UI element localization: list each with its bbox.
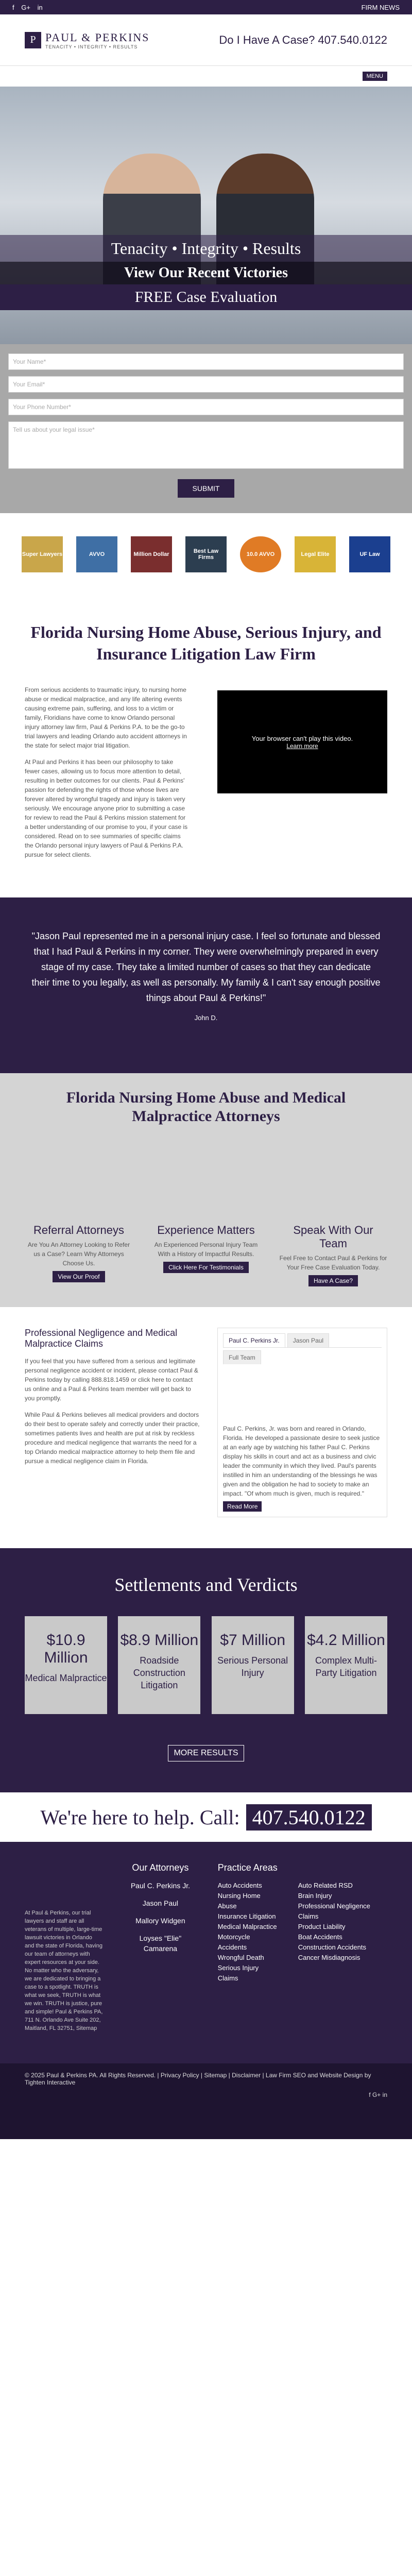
help-phone-link[interactable]: 407.540.0122 (246, 1804, 372, 1831)
tab-full-team[interactable]: Full Team (223, 1350, 261, 1364)
practice-link[interactable]: Serious Injury Claims (217, 1964, 259, 1982)
intro-paragraph-2: At Paul and Perkins it has been our philosophy to take fewer cases, allowing us to focus more attention to detail, resulting in better outcomes for our clients. Paul & Perkins' passion for defending the rights of those whose lives are forever altered by wrongful tragedy and injury is taken very seriously. We encourage anyone prior to submitting a case for review to read the Paul & Perkins mission statement for a better understanding of our promise to you, if your case is considered. Read on to see summaries of specific claims the Orlando personal injury lawyers of Paul & Perkins P.A. pursue for select clients. (25, 758, 188, 858)
practice-link[interactable]: Professional Negligence Claims (298, 1902, 370, 1920)
result-card (305, 1616, 387, 1714)
testimonial-author: John D. (194, 1014, 218, 1022)
result-category: Serious Personal Injury (217, 1655, 288, 1678)
badge-super-lawyers: Super Lawyers (22, 536, 63, 572)
logo[interactable] (25, 31, 149, 49)
result-card (212, 1616, 294, 1714)
free-evaluation-heading: FREE Case Evaluation (0, 284, 412, 310)
badge-uf-law: UF Law (349, 536, 390, 572)
feature-text: An Experienced Personal Injury Team With a History of Impactful Results. (154, 1241, 258, 1258)
footer-social-links (25, 2091, 387, 2098)
facebook-icon[interactable]: f (12, 3, 14, 11)
attorneys-title: Florida Nursing Home Abuse and Medical Malpractice Attorneys (66, 1089, 346, 1125)
hero-motto: Tenacity • Integrity • Results (0, 235, 412, 262)
copyright-text: © 2025 Paul & Perkins PA. All Rights Reserved. | Privacy Policy | Sitemap | Disclaimer | Law Firm SEO and Website Design by Tighten Interactive (25, 2072, 371, 2086)
evaluation-form (0, 344, 412, 513)
attorney-bio: Paul C. Perkins, Jr. was born and reared in Orlando, Florida. He developed a passionate desire to seek justice at an early age by watching his father Paul C. Perkins display his skills in court and act as a business and civic leader the community in which they lived. Paul's parents instilled in him an understanding of the blessings he was given and the obligation he had to society to make an impact. "Of whom much is given, much is required." (223, 1425, 380, 1497)
result-amount: $7 Million (220, 1632, 286, 1649)
logo-mark: P (25, 32, 41, 48)
feature-text: Feel Free to Contact Paul & Perkins for Your Free Case Evaluation Today. (279, 1255, 387, 1271)
submit-button[interactable]: SUBMIT (178, 479, 234, 498)
testimonial-quote: "Jason Paul represented me in a personal injury case. I feel so fortunate and blessed that I had Paul & Perkins in my corner. They were overwhelmingly prepared in every stage of my case. They take a limited number of cases so that they can dedicate their time to you legally, as well as personally. My family & I can't say enough positive things about Paul & Perkins!" (31, 931, 381, 1003)
results-title: Settlements and Verdicts (114, 1574, 298, 1595)
intro-title: Florida Nursing Home Abuse, Serious Injury, and Insurance Litigation Law Firm (30, 623, 382, 663)
feature-title: Speak With Our Team (293, 1224, 373, 1250)
tab-jason-paul[interactable]: Jason Paul (287, 1333, 329, 1347)
tab-paul-perkins[interactable]: Paul C. Perkins Jr. (223, 1333, 285, 1347)
feature-title: Referral Attorneys (33, 1224, 125, 1236)
footer-practice-title: Practice Areas (217, 1862, 278, 1873)
name-field[interactable]: Your Name* (8, 353, 404, 370)
result-amount: $4.2 Million (307, 1632, 385, 1649)
video-message: Your browser can't play this video. (251, 734, 353, 742)
badge-legal-elite: Legal Elite (295, 536, 336, 572)
practice-link[interactable]: Insurance Litigation (217, 1912, 276, 1920)
testimonials-button[interactable]: Click Here For Testimonials (163, 1262, 249, 1273)
feature-title: Experience Matters (157, 1224, 255, 1236)
video-learn-more-link[interactable]: Learn more (286, 742, 318, 750)
footer-attorney-link[interactable]: Jason Paul (142, 1899, 179, 1907)
victories-link[interactable]: View Our Recent Victories (0, 262, 412, 284)
google-plus-icon[interactable]: G+ (21, 3, 30, 11)
badge-avvo: AVVO (76, 536, 117, 572)
email-field[interactable]: Your Email* (8, 376, 404, 393)
attorneys-section (0, 1073, 412, 1307)
view-proof-button[interactable]: View Our Proof (53, 1271, 105, 1282)
practice-link[interactable]: Boat Accidents (298, 1933, 342, 1941)
badge-avvo-rating: 10.0 AVVO (240, 536, 281, 572)
facebook-icon[interactable]: f (369, 2091, 371, 2098)
footer-attorney-link[interactable]: Paul C. Perkins Jr. (130, 1882, 190, 1890)
site-header (0, 14, 412, 66)
result-category: Medical Malpractice (25, 1673, 107, 1683)
footer-about: At Paul & Perkins, our trial lawyers and staff are all veterans of multiple, large-time lawsuit victories in Orlando and the state of Florida, having our team of attorneys with expert resources at your side. No matter who the adversary, we are dedicated to bringing a case to a spotlight. TRUTH is what we seek, TRUTH is what we win. TRUTH is justice, pure and simple! Paul & Perkins PA, 711 N. Orlando Ave Suite 202, Maitland, FL 32751, Sitemap (25, 1910, 103, 2031)
logo-name: PAUL & PERKINS (45, 30, 150, 44)
footer-attorneys-title: Our Attorneys (132, 1862, 189, 1873)
header-phone-cta[interactable]: Do I Have A Case? 407.540.0122 (219, 33, 387, 46)
result-amount: $8.9 Million (120, 1632, 199, 1649)
intro-section (0, 596, 412, 897)
result-card (25, 1616, 107, 1714)
practice-link[interactable]: Medical Malpractice (217, 1923, 277, 1930)
help-banner (0, 1792, 412, 1842)
footer-attorneys (124, 1862, 197, 2032)
badge-million-dollar: Million Dollar (131, 536, 172, 572)
practice-link[interactable]: Nursing Home Abuse (217, 1892, 261, 1910)
top-bar (0, 0, 412, 14)
badge-best-law-firms: Best Law Firms (185, 536, 227, 572)
google-plus-icon[interactable]: G+ (372, 2091, 381, 2098)
footer-attorney-link[interactable]: Loyses "Elie" Camarena (139, 1934, 182, 1953)
footer-attorney-link[interactable]: Mallory Widgen (135, 1917, 185, 1925)
video-player[interactable] (217, 690, 387, 793)
feature-text: Are You An Attorney Looking to Refer us a Case? Learn Why Attorneys Choose Us. (27, 1241, 130, 1267)
menu-button[interactable]: MENU (363, 72, 387, 81)
social-links (12, 4, 48, 11)
feature-experience (152, 1224, 260, 1286)
practice-link[interactable]: Construction Accidents (298, 1943, 366, 1951)
award-badges (0, 513, 412, 596)
practice-link[interactable]: Motorcycle Accidents (217, 1933, 250, 1951)
bottom-bar (0, 2063, 412, 2139)
results-section (0, 1548, 412, 1792)
attorney-tabs (217, 1328, 387, 1517)
message-field[interactable]: Tell us about your legal issue* (8, 421, 404, 469)
result-category: Complex Multi-Party Litigation (315, 1655, 377, 1678)
practice-title: Professional Negligence and Medical Malpractice Claims (25, 1328, 178, 1349)
practice-paragraph-2: While Paul & Perkins believes all medical providers and doctors do their best to operate safely and correctly under their practice, sometimes patients lives and health are put at risk by reckless procedure and medical negligence that warrants the need for a top Orlando medical malpractice attorney to help them file and pursue a medical negligence claim in Florida. (25, 1411, 200, 1465)
site-footer (0, 1842, 412, 2063)
feature-referral (25, 1224, 133, 1286)
practice-paragraph-1: If you feel that you have suffered from a serious and legitimate personal negligence accident or incident, please contact Paul & Perkins today by calling 888.818.1459 or click here to contact us online and a Paul & Perkins team member will get back to you promptly. (25, 1358, 198, 1402)
result-amount: $10.9 Million (44, 1632, 88, 1666)
result-category: Roadside Construction Litigation (133, 1655, 185, 1690)
help-text: We're here to help. Call: (40, 1805, 240, 1829)
footer-practice-areas (218, 1862, 387, 2032)
practice-link[interactable]: Cancer Misdiagnosis (298, 1954, 360, 1961)
testimonial-section (0, 897, 412, 1073)
feature-speak-team (279, 1224, 387, 1286)
result-card (118, 1616, 200, 1714)
intro-paragraph-1: From serious accidents to traumatic injury, to nursing home abuse or medical malpractice, and any life altering events causing extreme pain, suffering, and loss to a victim or family, Floridians have come to know Orlando personal injury attorney law firm, Paul & Perkins P.A. to be the go-to trial lawyers and leading Orlando auto accident attorneys in the state for select major trial litigation. (25, 686, 187, 749)
practice-section (0, 1307, 412, 1548)
practice-link[interactable]: Auto Related RSD (298, 1882, 353, 1889)
read-more-button[interactable]: Read More (223, 1501, 262, 1512)
firm-news-link[interactable]: FIRM NEWS (361, 3, 400, 11)
menu-row (0, 66, 412, 87)
attorneys-photo-area (25, 1146, 387, 1224)
practice-link[interactable]: Brain Injury (298, 1892, 332, 1900)
more-results-button[interactable]: MORE RESULTS (168, 1745, 244, 1761)
practice-link[interactable]: Wrongful Death (217, 1954, 264, 1961)
practice-link[interactable]: Product Liability (298, 1923, 346, 1930)
linkedin-icon[interactable]: in (382, 2091, 387, 2098)
linkedin-icon[interactable]: in (37, 3, 43, 11)
phone-field[interactable]: Your Phone Number* (8, 399, 404, 415)
practice-link[interactable]: Auto Accidents (217, 1882, 262, 1889)
logo-tagline: TENACITY • INTEGRITY • RESULTS (45, 44, 138, 49)
have-a-case-button[interactable]: Have A Case? (308, 1275, 358, 1286)
hero (0, 87, 412, 344)
